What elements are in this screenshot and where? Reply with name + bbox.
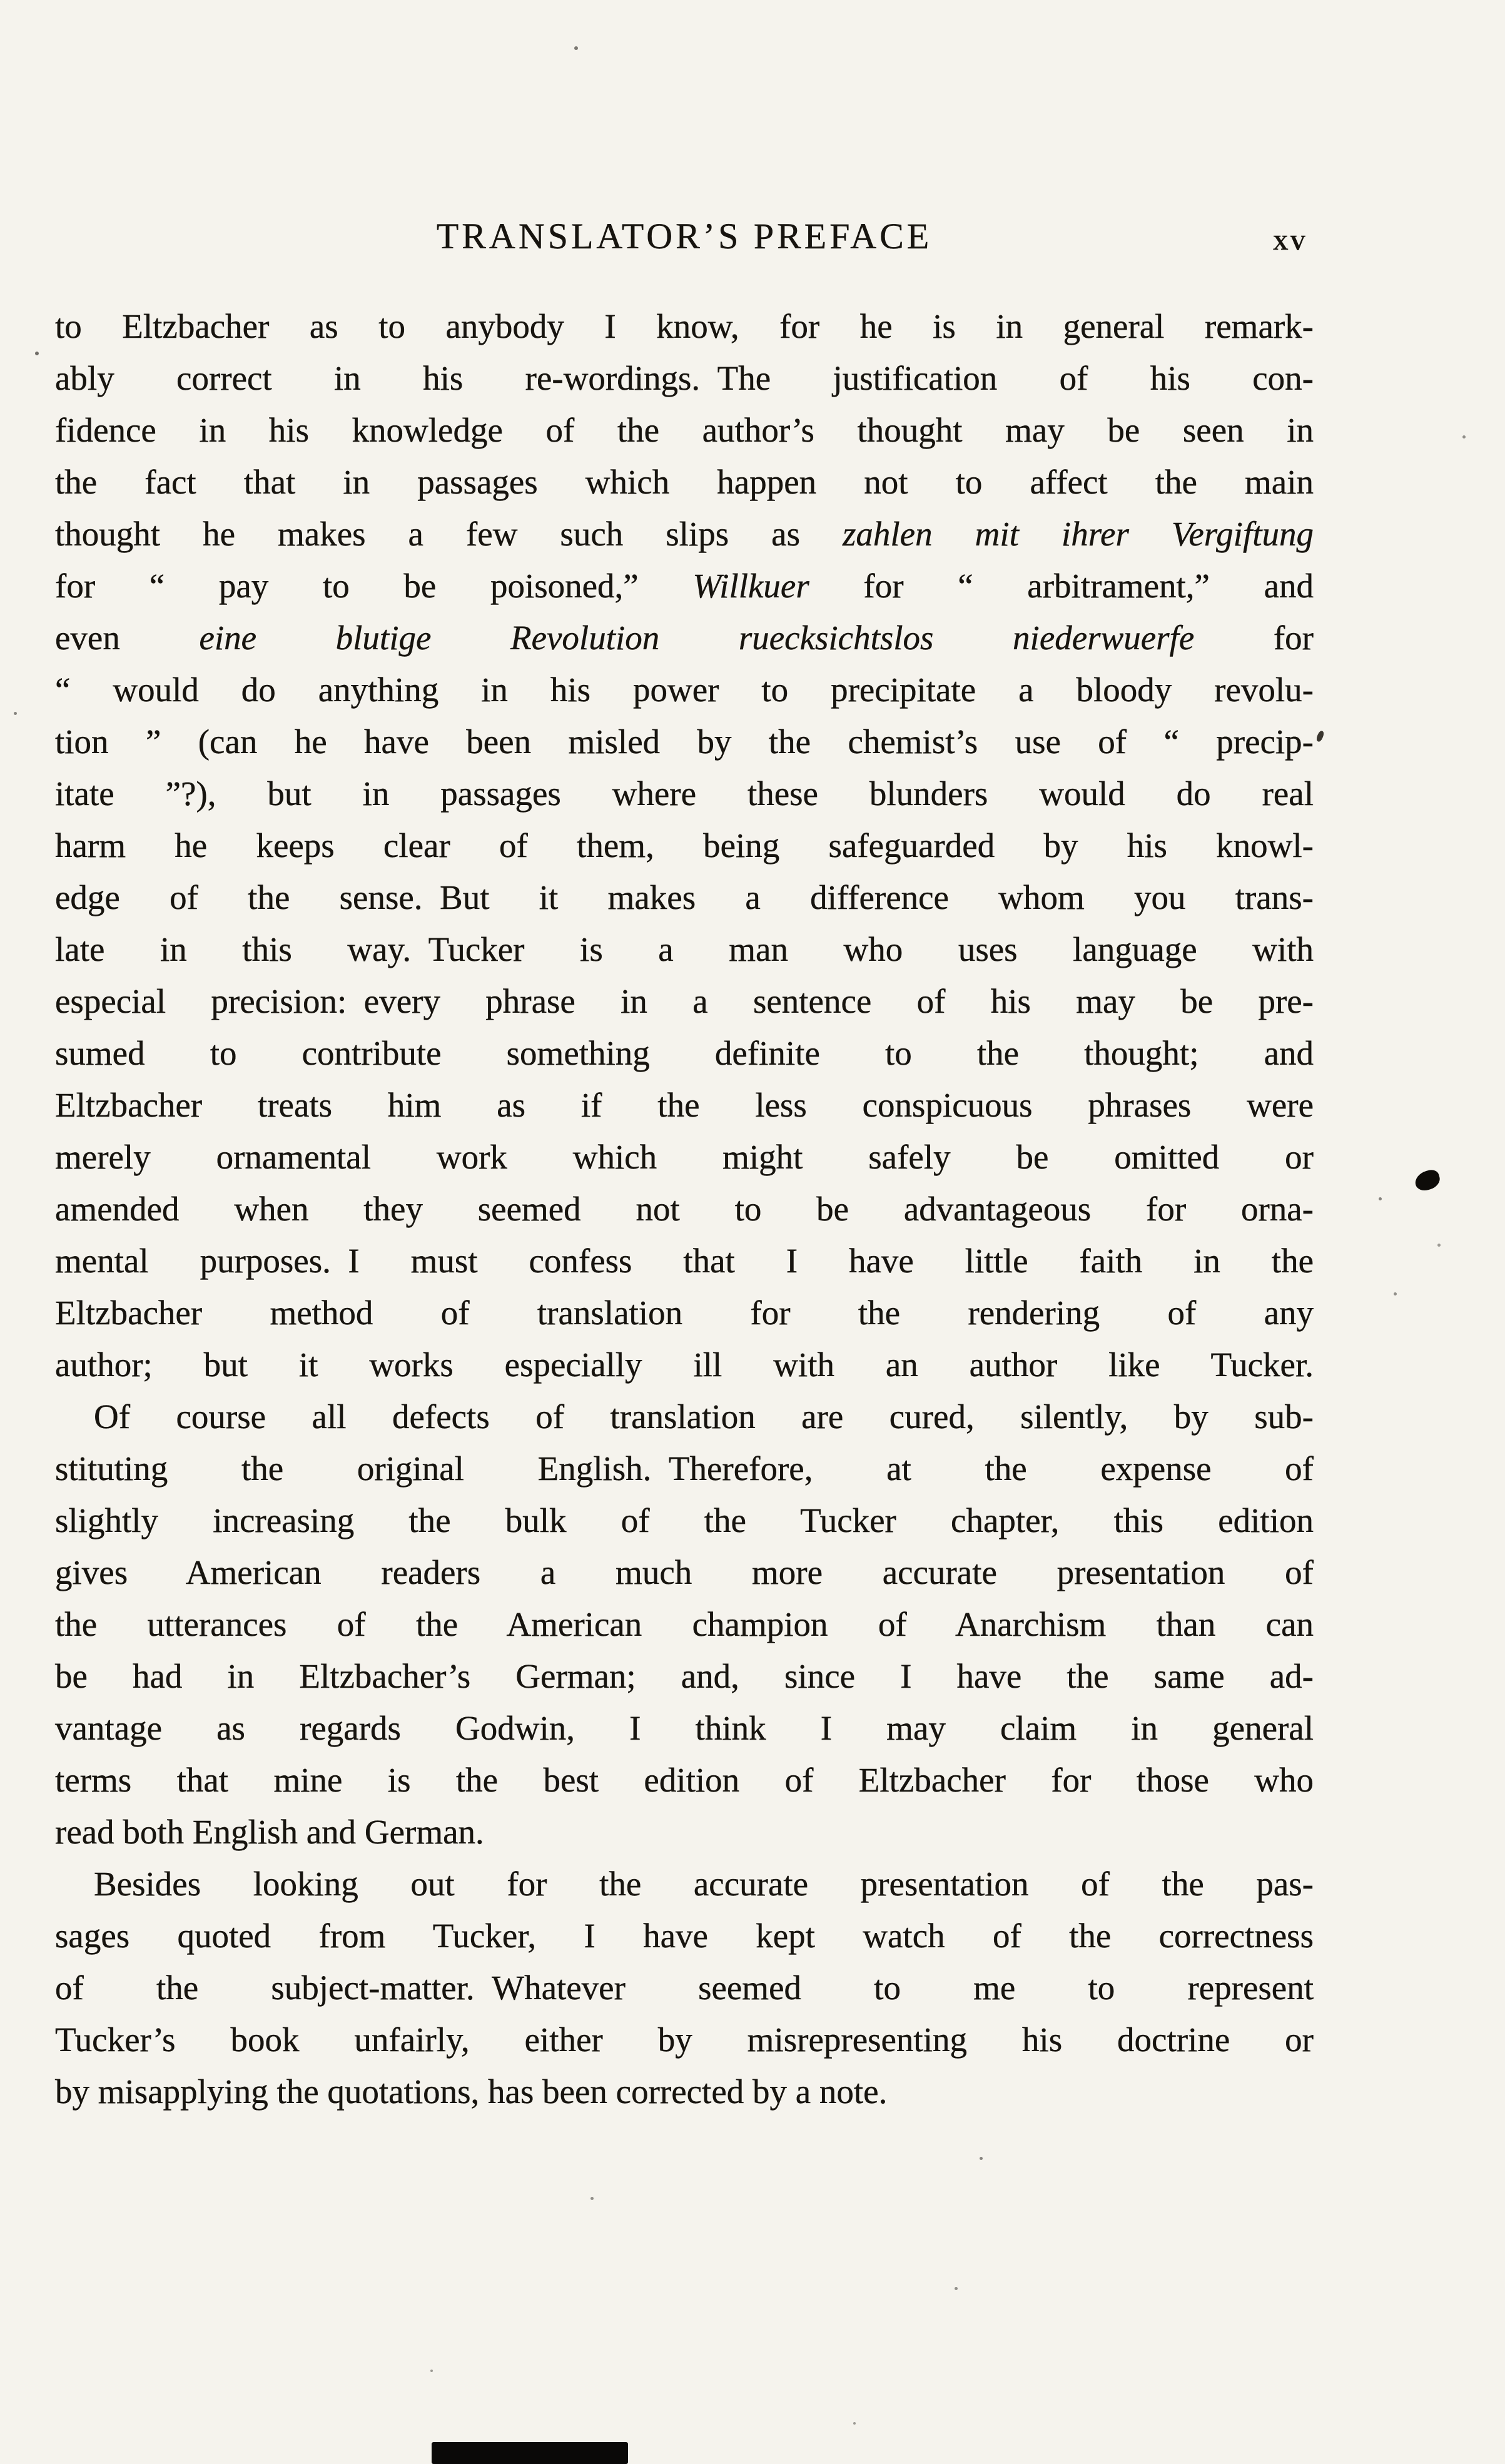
page-title: TRANSLATOR’S PREFACE [436, 216, 933, 256]
text-line [55, 1079, 1314, 1131]
scan-speck [955, 2287, 958, 2290]
body-text: Besides looking out for the accurate presentation of the pas- [94, 1865, 1314, 1903]
scan-speck [853, 2422, 856, 2425]
text-line [55, 2066, 1314, 2117]
text-line [55, 1754, 1314, 1806]
body-text: vantage as regards Godwin, I think I may claim in general [55, 1709, 1314, 1747]
body-text: fidence in his knowledge of the author’s thought may be seen in [55, 411, 1314, 449]
scan-speck [1437, 1244, 1441, 1247]
text-line [55, 1962, 1314, 2014]
body-text: slightly increasing the bulk of the Tucker chapter, this edition [55, 1501, 1314, 1539]
text-line [55, 716, 1314, 768]
body-text: even [55, 619, 200, 657]
body-text: the utterances of the American champion of Anarchism than can [55, 1605, 1314, 1643]
body-text: terms that mine is the best edition of Eltzbacher for those who [55, 1761, 1314, 1799]
text-line [55, 768, 1314, 819]
text-line [55, 508, 1314, 560]
text-line [55, 560, 1314, 612]
body-text: “ would do anything in his power to precipitate a bloody revolu- [55, 671, 1314, 709]
scan-speck [1462, 435, 1466, 439]
text-line [55, 404, 1314, 456]
text-line [55, 1183, 1314, 1235]
text-line [55, 871, 1314, 923]
scan-speck [980, 2157, 983, 2160]
scan-speck [430, 2370, 433, 2372]
text-line [55, 1806, 1314, 1858]
body-text: tion ” (can he have been misled by the chemist’s use of “ precip- [55, 722, 1314, 761]
body-text: Eltzbacher treats him as if the less conspicuous phrases were [55, 1086, 1314, 1124]
scan-speck [1394, 1292, 1397, 1295]
text-line [55, 1702, 1314, 1754]
italic-text: zahlen mit ihrer Vergiftung [843, 515, 1314, 553]
body-text: author; but it works especially ill with an author like Tucker. [55, 1346, 1314, 1384]
scan-mark [1315, 730, 1325, 743]
body-text: of the subject-matter. Whatever seemed to me to represent [55, 1969, 1314, 2007]
body-text: read both English and German. [55, 1813, 484, 1851]
text-line [55, 1235, 1314, 1287]
text-line [55, 664, 1314, 716]
text-line [55, 1442, 1314, 1494]
text-line [55, 2014, 1314, 2066]
page-number: xv [1272, 223, 1307, 256]
paragraph [55, 1858, 1314, 2117]
body-text: for [1194, 619, 1314, 657]
text-block [55, 300, 1314, 2117]
body-text: to Eltzbacher as to anybody I know, for he is in general remark- [55, 307, 1314, 345]
text-line [55, 1910, 1314, 1962]
text-line [55, 352, 1314, 404]
body-text: sages quoted from Tucker, I have kept watch of the correctness [55, 1917, 1314, 1955]
text-line [55, 1027, 1314, 1079]
body-text: harm he keeps clear of them, being safeguarded by his knowl- [55, 826, 1314, 864]
text-line [55, 975, 1314, 1027]
text-line [55, 1287, 1314, 1339]
text-line [55, 300, 1314, 352]
body-text: stituting the original English. Therefore, at the expense of [55, 1449, 1314, 1488]
body-text: sumed to contribute something definite to the thought; and [55, 1034, 1314, 1072]
body-text: for “ arbitrament,” and [809, 567, 1314, 605]
paragraph [55, 300, 1314, 1391]
scan-speck [35, 352, 39, 355]
ink-blot [1413, 1168, 1442, 1193]
body-text: edge of the sense. But it makes a difference whom you trans- [55, 878, 1314, 916]
body-text: late in this way. Tucker is a man who uses language with [55, 930, 1314, 968]
text-line [55, 1650, 1314, 1702]
body-text: thought he makes a few such slips as [55, 515, 843, 553]
body-text: by misapplying the quotations, has been corrected by a note. [55, 2072, 888, 2111]
text-line [55, 1131, 1314, 1183]
text-line [55, 1494, 1314, 1546]
body-text: gives American readers a much more accurate presentation of [55, 1553, 1314, 1591]
text-line [55, 1339, 1314, 1391]
paragraph [55, 1391, 1314, 1858]
body-text: the fact that in passages which happen not to affect the main [55, 463, 1314, 501]
body-text: merely ornamental work which might safely be omitted or [55, 1138, 1314, 1176]
scan-speck [14, 712, 17, 715]
text-line [55, 819, 1314, 871]
text-line [55, 1391, 1314, 1442]
body-text: for “ pay to be poisoned,” [55, 567, 693, 605]
text-line [55, 456, 1314, 508]
body-text: ably correct in his re-wordings. The justification of his con- [55, 359, 1314, 397]
text-line [55, 612, 1314, 664]
italic-text: eine blutige Revolution ruecksichtslos niederwuerfe [199, 619, 1195, 657]
scan-speck [590, 2197, 594, 2200]
body-text: Tucker’s book unfairly, either by misrepresenting his doctrine or [55, 2020, 1314, 2059]
scan-speck [574, 46, 578, 50]
text-line [55, 923, 1314, 975]
body-text: Eltzbacher method of translation for the rendering of any [55, 1294, 1314, 1332]
body-text: especial precision: every phrase in a sentence of his may be pre- [55, 982, 1314, 1020]
body-text: be had in Eltzbacher’s German; and, since I have the same ad- [55, 1657, 1314, 1695]
text-line [55, 1858, 1314, 1910]
body-text: itate ”?), but in passages where these blunders would do real [55, 774, 1314, 813]
scan-bar-artifact [432, 2442, 628, 2464]
text-line [55, 1546, 1314, 1598]
scan-speck [1379, 1197, 1382, 1200]
body-text: Of course all defects of translation are cured, silently, by sub- [94, 1397, 1314, 1436]
text-line [55, 1598, 1314, 1650]
body-text: amended when they seemed not to be advantageous for orna- [55, 1190, 1314, 1228]
italic-text: Willkuer [692, 567, 809, 605]
body-text: mental purposes. I must confess that I have little faith in the [55, 1242, 1314, 1280]
